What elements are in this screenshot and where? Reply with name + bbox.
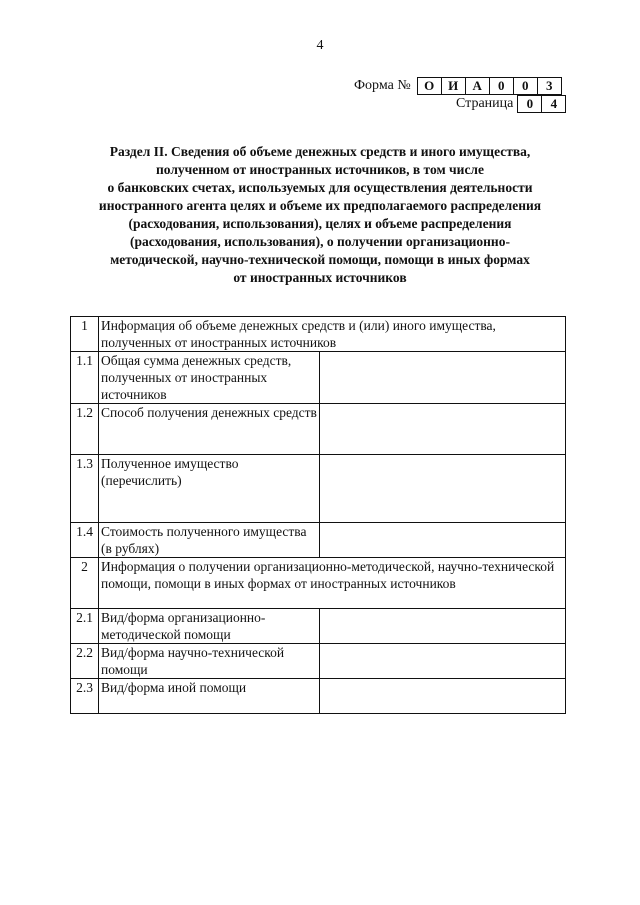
section-title: Информация о получении организационно-методической, научно-технической помощи, помощи в иных формах от иностранных источников	[99, 558, 566, 609]
row-label: Стоимость полученного имущества (в рублях)	[99, 523, 320, 558]
info-table	[70, 316, 566, 714]
row-number: 2.3	[71, 679, 99, 714]
row-value-field[interactable]	[320, 644, 566, 679]
row-label: Полученное имущество (перечислить)	[99, 455, 320, 523]
table-row	[71, 455, 566, 523]
row-label: Вид/форма научно-технической помощи	[99, 644, 320, 679]
table-section-row	[71, 558, 566, 609]
row-number: 1	[71, 317, 99, 352]
row-value-field[interactable]	[320, 609, 566, 644]
row-number: 2.2	[71, 644, 99, 679]
row-value-field[interactable]	[320, 404, 566, 455]
heading-line: полученном от иностранных источников, в том числе	[155, 162, 485, 177]
heading-line: иностранного агента целях и объеме их предполагаемого распределения	[98, 198, 542, 213]
heading-line: от иностранных источников	[233, 270, 407, 285]
row-value-field[interactable]	[320, 523, 566, 558]
heading-line: о банковских счетах, используемых для осуществления деятельности	[107, 180, 533, 195]
table-row	[71, 404, 566, 455]
heading-line: (расходования, использования), целях и объеме распределения	[128, 216, 512, 231]
row-number: 1.4	[71, 523, 99, 558]
form-code-cell: 3	[537, 78, 561, 94]
table-row	[71, 609, 566, 644]
table-section-row	[71, 317, 566, 352]
row-value-field[interactable]	[320, 455, 566, 523]
form-code-cell: 0	[489, 78, 513, 94]
form-code-cells	[417, 77, 562, 95]
table-row	[71, 523, 566, 558]
section-heading	[60, 143, 580, 287]
table-row	[71, 352, 566, 404]
row-label: Способ получения денежных средств	[99, 404, 320, 455]
page-code-block	[456, 95, 566, 113]
heading-line: методической, научно-технической помощи, помощи в иных формах	[110, 252, 530, 267]
row-number: 1.1	[71, 352, 99, 404]
page-code-cell: 4	[541, 96, 565, 112]
page-number: 4	[316, 38, 324, 53]
page-code-cell: 0	[526, 96, 534, 111]
form-code-cell: О	[424, 77, 435, 93]
page-code-cells	[517, 95, 566, 113]
row-number: 2.1	[71, 609, 99, 644]
form-code-cell: А	[465, 78, 489, 94]
heading-line: Раздел II. Сведения об объеме денежных средств и иного имущества,	[109, 144, 531, 159]
row-number: 1.3	[71, 455, 99, 523]
page-label: Страница	[456, 96, 514, 111]
form-code-cell: И	[441, 78, 465, 94]
heading-line: (расходования, использования), о получении организационно-	[130, 234, 510, 249]
form-number-block	[354, 77, 562, 94]
table-row	[71, 644, 566, 679]
section-title: Информация об объеме денежных средств и (или) иного имущества, полученных от иностранных источников	[99, 317, 566, 352]
row-number: 2	[71, 558, 99, 609]
row-label: Общая сумма денежных средств, полученных от иностранных источников	[99, 352, 320, 404]
form-code-cell: 0	[513, 78, 537, 94]
row-number: 1.2	[71, 404, 99, 455]
row-label: Вид/форма иной помощи	[99, 679, 320, 714]
row-value-field[interactable]	[320, 352, 566, 404]
form-number-label: Форма №	[354, 77, 411, 93]
row-label: Вид/форма организационно-методической помощи	[99, 609, 320, 644]
row-value-field[interactable]	[320, 679, 566, 714]
table-row	[71, 679, 566, 714]
